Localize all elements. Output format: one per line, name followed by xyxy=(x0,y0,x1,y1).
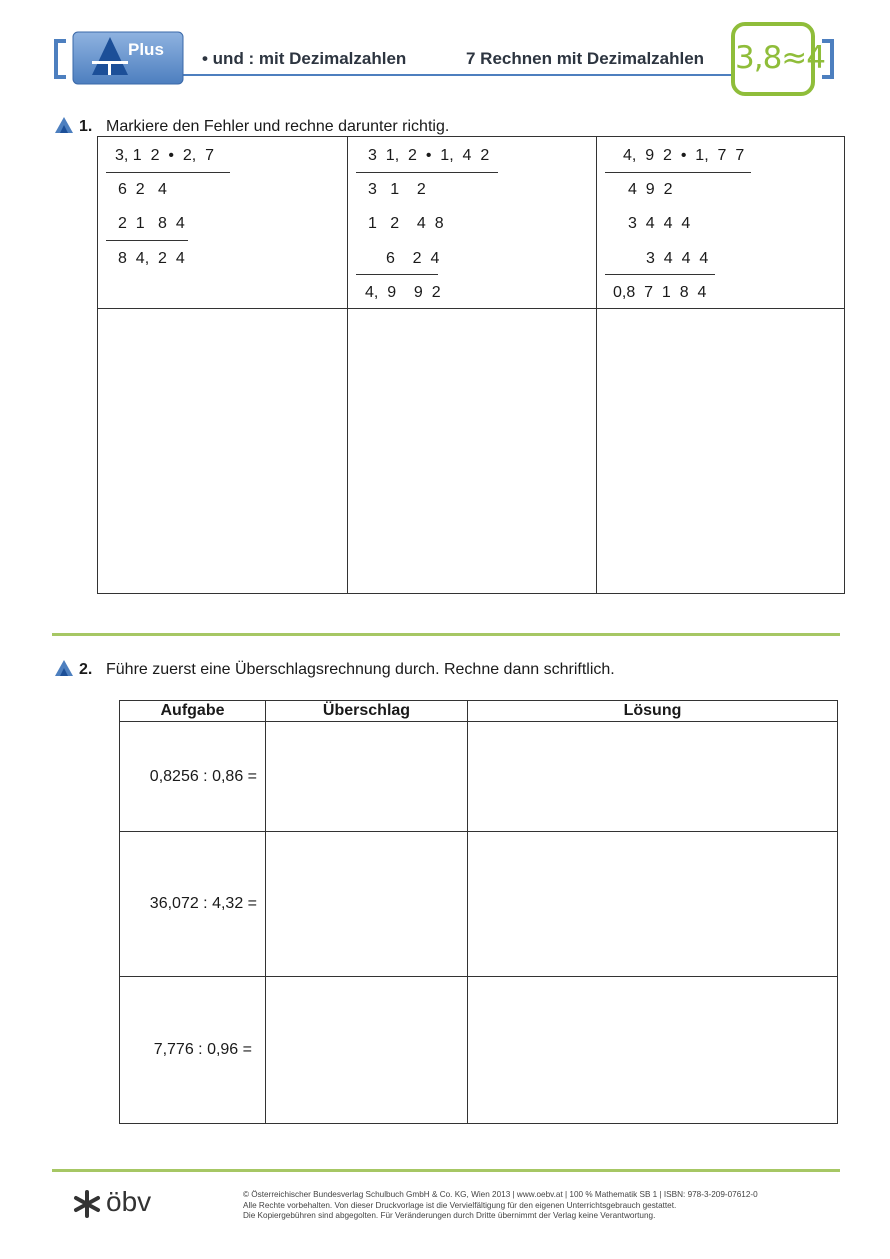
calc3-partial1: 4 9 2 xyxy=(628,181,673,198)
approx-badge xyxy=(731,22,825,96)
calc2-factors: 3 1, 2 • 1, 4 2 xyxy=(368,147,490,164)
table-row xyxy=(120,832,838,977)
copyright-text xyxy=(243,1190,758,1222)
table-header-row xyxy=(120,701,838,722)
logo-text: Plus xyxy=(128,40,164,59)
estimate-cell[interactable] xyxy=(266,722,468,832)
publisher-logo xyxy=(72,1188,162,1220)
calc1-result: 8 4, 2 4 xyxy=(118,250,185,267)
approx-badge-text: 3,8≈4 xyxy=(735,40,825,76)
publisher-mark-icon xyxy=(72,1190,102,1218)
calc2-result: 4, 9 9 2 xyxy=(365,284,441,301)
calc1-partial1: 6 2 4 xyxy=(118,181,167,198)
estimate-cell[interactable] xyxy=(266,832,468,977)
calc3-factors: 4, 9 2 • 1, 7 7 xyxy=(623,147,745,164)
publisher-name: öbv xyxy=(106,1186,152,1217)
calc2-partial3: 6 2 4 xyxy=(386,250,440,267)
header-aufgabe: Aufgabe xyxy=(120,701,266,722)
calc3-result: 0,8 7 1 8 4 xyxy=(613,284,707,301)
header-loesung: Lösung xyxy=(468,701,838,722)
copyright-line: © Österreichischer Bundesverlag Schulbuch GmbH & Co. KG, Wien 2013 | www.oebv.at | 100 % Mathematik SB 1 | ISBN: 978-3-209-07612-0 xyxy=(243,1190,758,1199)
solution-cell[interactable] xyxy=(468,722,838,832)
task1-instruction: Markiere den Fehler und rechne darunter richtig. xyxy=(106,118,450,135)
task1-grid xyxy=(97,136,845,594)
chapter-title: 7 Rechnen mit Dezimalzahlen xyxy=(466,49,705,68)
copyright-line: Die Kopiergebühren sind abgegolten. Für Veränderungen durch Dritte übernimmt der Verlag keine Verantwortung. xyxy=(243,1211,656,1220)
calc2-partial2: 1 2 4 8 xyxy=(368,215,444,232)
difficulty-triangle-icon xyxy=(54,116,74,134)
separator xyxy=(52,633,840,636)
calc1-factors: 3, 1 2 • 2, 7 xyxy=(115,147,214,164)
task2-table xyxy=(119,700,838,1124)
solution-cell[interactable] xyxy=(468,977,838,1124)
header-subtitle: • und : mit Dezimalzahlen xyxy=(202,49,407,68)
copyright-line: Alle Rechte vorbehalten. Von dieser Druckvorlage ist die Vervielfältigung für den eigenen Unterrichtsgebrauch gestattet. xyxy=(243,1200,677,1210)
calc2-partial1: 3 1 2 xyxy=(368,181,426,198)
difficulty-triangle-icon xyxy=(54,659,74,677)
table-row xyxy=(120,977,838,1124)
task2-number: 2. xyxy=(79,661,93,678)
solution-cell[interactable] xyxy=(468,832,838,977)
task2-instruction: Führe zuerst eine Überschlagsrechnung durch. Rechne dann schriftlich. xyxy=(106,661,615,678)
task-expression: 7,776 : 0,96 = xyxy=(120,977,266,1124)
calc3-partial3: 3 4 4 4 xyxy=(646,250,709,267)
footer-separator xyxy=(52,1169,840,1172)
task-expression: 36,072 : 4,32 = xyxy=(120,832,266,977)
header-ueberschlag: Überschlag xyxy=(266,701,468,722)
calc1-partial2: 2 1 8 4 xyxy=(118,215,185,232)
calc3-partial2: 3 4 4 4 xyxy=(628,215,691,232)
table-row xyxy=(120,722,838,832)
estimate-cell[interactable] xyxy=(266,977,468,1124)
task1-number: 1. xyxy=(79,118,93,135)
task-expression: 0,8256 : 0,86 = xyxy=(120,722,266,832)
